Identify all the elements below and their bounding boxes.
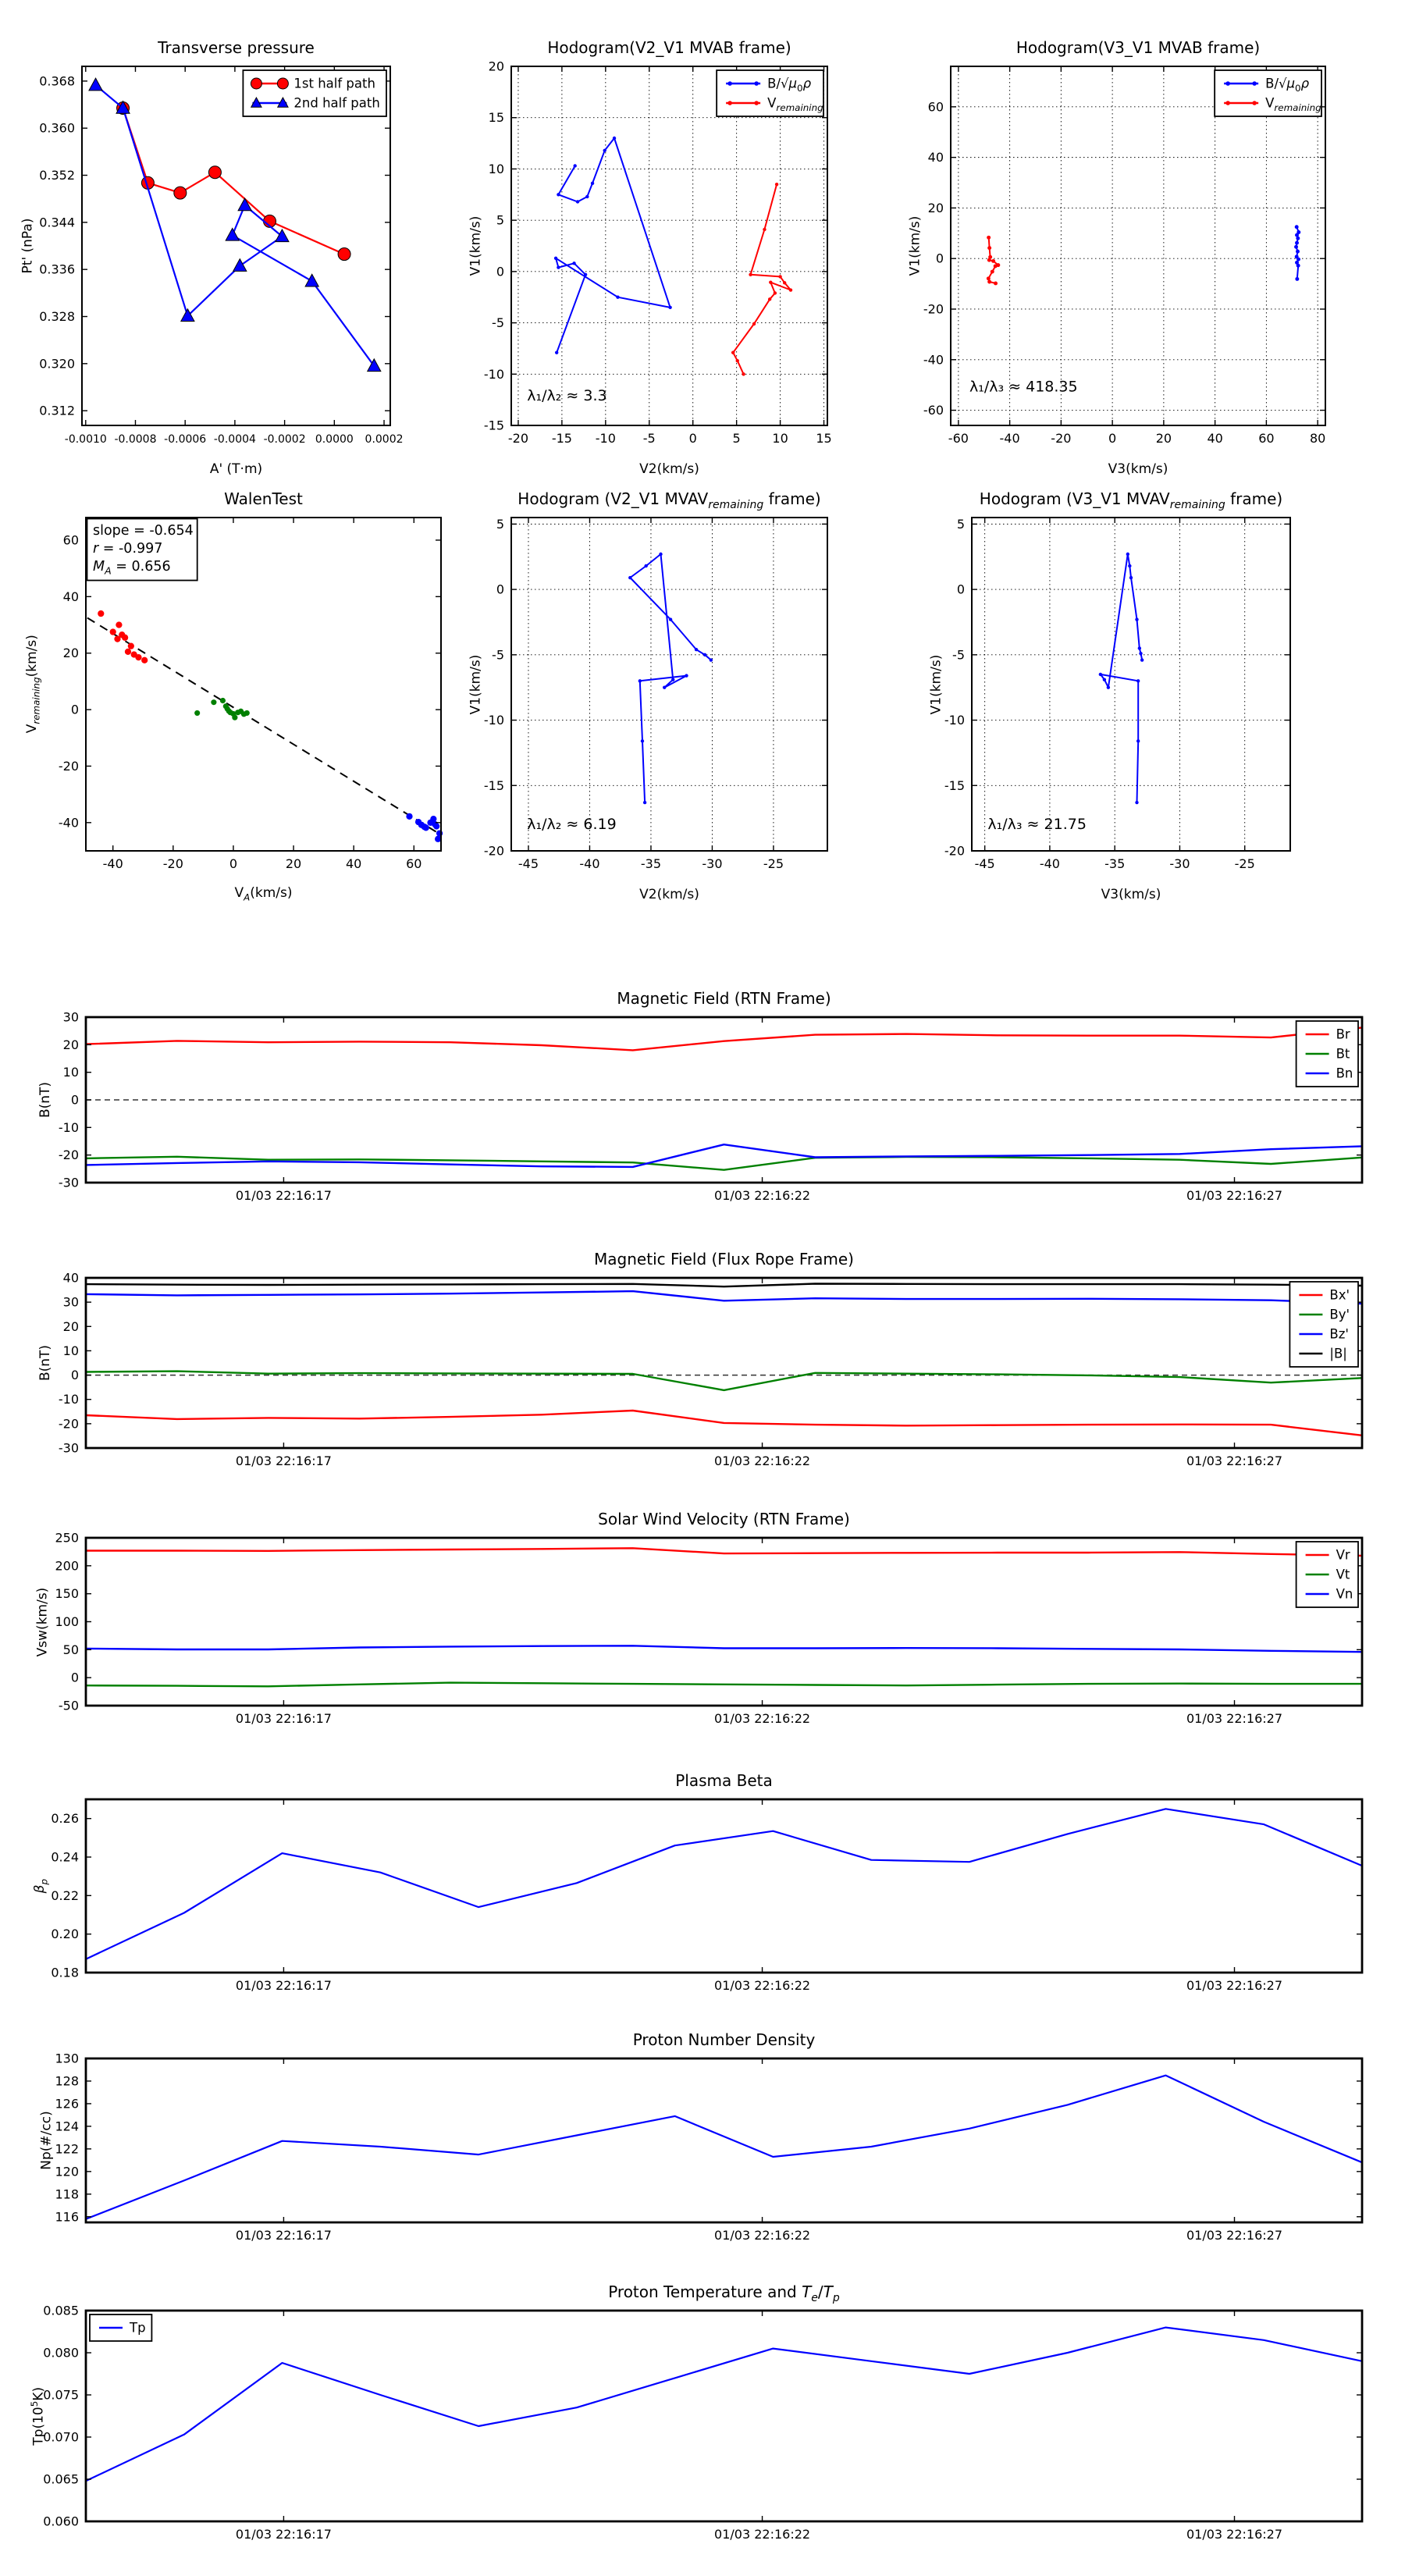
svg-text:-25: -25 <box>1234 856 1255 871</box>
svg-text:-25: -25 <box>763 856 784 871</box>
svg-text:-15: -15 <box>944 777 965 793</box>
walen-test-xlabel: $V_A(km/s)$ <box>234 884 293 902</box>
svg-text:-5: -5 <box>492 315 504 331</box>
svg-text:124: 124 <box>55 2119 79 2134</box>
svg-text:-35: -35 <box>640 856 662 871</box>
proton-temperature-plot <box>43 2303 1362 2542</box>
svg-text:Tp: Tp <box>130 2320 146 2336</box>
svg-text:50: 50 <box>62 1642 79 1657</box>
panel-proton-number-density <box>39 2030 1362 2243</box>
svg-text:40: 40 <box>927 150 944 165</box>
svg-text:By': By' <box>1329 1307 1350 1322</box>
svg-text:200: 200 <box>55 1558 79 1574</box>
svg-text:20: 20 <box>62 1318 79 1334</box>
proton-number-density-plot <box>55 2051 1362 2243</box>
svg-text:-40: -40 <box>58 815 79 831</box>
svg-text:Vn: Vn <box>1336 1586 1353 1602</box>
svg-text:10: 10 <box>62 1343 79 1358</box>
svg-text:122: 122 <box>55 2141 79 2157</box>
transverse-pressure-ylabel: Pt' (nPa) <box>20 218 36 274</box>
svg-text:0.085: 0.085 <box>43 2303 79 2318</box>
svg-text:-0.0002: -0.0002 <box>263 433 306 446</box>
panel-proton-temperature <box>28 2282 1362 2542</box>
svg-text:-15: -15 <box>483 777 504 793</box>
svg-text:20: 20 <box>285 856 302 871</box>
hodogram-v2v1-mvav-plot <box>483 516 827 871</box>
svg-text:10: 10 <box>772 431 788 446</box>
panel-hodogram-v2v1-mvav <box>468 489 827 902</box>
svg-text:01/03 22:16:27: 01/03 22:16:27 <box>1186 1978 1283 1993</box>
svg-text:Vt: Vt <box>1336 1567 1350 1582</box>
hodogram-v3v1-mvab-title: Hodogram(V3_V1 MVAB frame) <box>1016 38 1261 57</box>
svg-text:-10: -10 <box>483 713 504 728</box>
walen-test-plot <box>58 518 441 871</box>
svg-text:-0.0006: -0.0006 <box>164 433 207 446</box>
magnetic-field-flux-rope-plot <box>58 1270 1362 1468</box>
hodogram-v2v1-mvav-ylabel: V1(km/s) <box>468 654 484 714</box>
svg-text:01/03 22:16:27: 01/03 22:16:27 <box>1186 2527 1283 2542</box>
svg-text:0.352: 0.352 <box>39 168 75 183</box>
svg-text:10: 10 <box>488 161 504 176</box>
svg-text:-20: -20 <box>1051 431 1072 446</box>
svg-text:60: 60 <box>1258 431 1275 446</box>
svg-text:0.22: 0.22 <box>51 1888 79 1903</box>
svg-text:Bx': Bx' <box>1329 1287 1350 1303</box>
svg-text:-20: -20 <box>507 431 529 446</box>
svg-text:0: 0 <box>70 1670 79 1685</box>
svg-text:01/03 22:16:22: 01/03 22:16:22 <box>714 1978 811 1993</box>
panel-hodogram-v3v1-mvab <box>907 38 1326 477</box>
svg-text:01/03 22:16:22: 01/03 22:16:22 <box>714 1188 811 1203</box>
svg-text:-10: -10 <box>595 431 616 446</box>
svg-text:120: 120 <box>55 2164 79 2179</box>
walen-test-ylabel: $V_{remaining}(km/s)$ <box>23 635 42 734</box>
plasma-beta-title: Plasma Beta <box>675 1771 773 1790</box>
svg-text:01/03 22:16:22: 01/03 22:16:22 <box>714 1711 811 1726</box>
transverse-pressure-xlabel: A' (T·m) <box>209 461 263 477</box>
svg-text:60: 60 <box>927 99 944 115</box>
plasma-beta-plot <box>51 1799 1362 1993</box>
svg-text:118: 118 <box>55 2186 79 2202</box>
svg-text:01/03 22:16:22: 01/03 22:16:22 <box>714 1453 811 1468</box>
hodogram-v2v1-mvav-title: Hodogram (V2_V1 $MVAV_{remaining}$ frame) <box>518 489 821 511</box>
svg-text:-10: -10 <box>483 366 504 382</box>
svg-text:λ₁/λ₂ ≈ 6.19: λ₁/λ₂ ≈ 6.19 <box>527 816 617 834</box>
hodogram-v3v1-mvav-plot <box>944 516 1290 871</box>
svg-text:-20: -20 <box>923 301 944 317</box>
svg-text:1st half path: 1st half path <box>293 76 375 91</box>
svg-text:0.336: 0.336 <box>39 262 75 277</box>
svg-text:0.0000: 0.0000 <box>315 433 354 446</box>
svg-text:60: 60 <box>406 856 422 871</box>
hodogram-v3v1-mvav-ylabel: V1(km/s) <box>928 654 944 714</box>
svg-text:20: 20 <box>488 59 504 74</box>
hodogram-v2v1-mvab-xlabel: V2(km/s) <box>639 461 699 477</box>
svg-text:r = -0.997: r = -0.997 <box>93 541 163 557</box>
svg-text:0: 0 <box>70 702 79 717</box>
svg-text:-30: -30 <box>1169 856 1190 871</box>
hodogram-v2v1-mvab-title: Hodogram(V2_V1 MVAB frame) <box>547 38 791 57</box>
svg-text:60: 60 <box>62 532 79 548</box>
svg-text:0.24: 0.24 <box>51 1849 79 1865</box>
svg-text:01/03 22:16:17: 01/03 22:16:17 <box>235 1978 332 1993</box>
svg-text:Bt: Bt <box>1336 1046 1350 1062</box>
svg-text:01/03 22:16:22: 01/03 22:16:22 <box>714 2228 811 2243</box>
svg-text:-50: -50 <box>58 1698 79 1713</box>
svg-text:01/03 22:16:17: 01/03 22:16:17 <box>235 1453 332 1468</box>
svg-text:0: 0 <box>935 251 944 266</box>
hodogram-v2v1-mvab-ylabel: V1(km/s) <box>468 215 484 276</box>
panel-plasma-beta <box>31 1771 1362 1993</box>
svg-text:40: 40 <box>345 856 362 871</box>
svg-text:150: 150 <box>55 1586 79 1602</box>
svg-text:-30: -30 <box>702 856 723 871</box>
hodogram-v3v1-mvav-title: Hodogram (V3_V1 $MVAV_{remaining}$ frame) <box>979 489 1283 511</box>
svg-text:-30: -30 <box>58 1175 79 1190</box>
svg-text:0.328: 0.328 <box>39 308 75 324</box>
svg-text:-40: -40 <box>923 352 944 368</box>
svg-text:-45: -45 <box>518 856 539 871</box>
svg-text:-10: -10 <box>58 1119 79 1135</box>
svg-text:B/√μ0ρ: $B/√\mu_0\rho$ <box>1265 76 1310 94</box>
svg-text:Bn: Bn <box>1336 1066 1353 1081</box>
svg-text:01/03 22:16:27: 01/03 22:16:27 <box>1186 1711 1283 1726</box>
svg-text:-20: -20 <box>483 843 504 859</box>
svg-text:0: 0 <box>688 431 697 446</box>
svg-text:116: 116 <box>55 2209 79 2225</box>
proton-number-density-title: Proton Number Density <box>632 2030 816 2049</box>
svg-text:0.360: 0.360 <box>39 120 75 136</box>
proton-number-density-ylabel: Np(#/cc) <box>39 2111 55 2170</box>
svg-text:0.18: 0.18 <box>51 1965 79 1980</box>
magnetic-field-flux-rope-title: Magnetic Field (Flux Rope Frame) <box>594 1250 854 1268</box>
magnetic-field-rtn-plot <box>58 1009 1362 1203</box>
hodogram-v3v1-mvab-plot <box>923 66 1326 446</box>
hodogram-v3v1-mvab-ylabel: V1(km/s) <box>907 215 923 276</box>
svg-text:01/03 22:16:22: 01/03 22:16:22 <box>714 2527 811 2542</box>
svg-text:0.065: 0.065 <box>43 2471 79 2487</box>
svg-text:|B|: |B| <box>1329 1346 1347 1361</box>
svg-text:01/03 22:16:17: 01/03 22:16:17 <box>235 2527 332 2542</box>
svg-text:-45: -45 <box>974 856 995 871</box>
solar-wind-velocity-ylabel: Vsw(km/s) <box>34 1587 50 1656</box>
svg-text:40: 40 <box>1207 431 1223 446</box>
svg-text:-0.0010: -0.0010 <box>64 433 107 446</box>
panel-walen-test <box>23 489 441 902</box>
svg-text:0: 0 <box>496 264 504 279</box>
svg-text:100: 100 <box>55 1614 79 1629</box>
svg-text:-40: -40 <box>102 856 123 871</box>
svg-text:-40: -40 <box>1039 856 1060 871</box>
magnetic-field-flux-rope-ylabel: B(nT) <box>37 1344 53 1382</box>
magnetic-field-rtn-ylabel: B(nT) <box>37 1081 53 1119</box>
svg-text:Vr: Vr <box>1336 1547 1350 1563</box>
svg-text:01/03 22:16:17: 01/03 22:16:17 <box>235 2228 332 2243</box>
svg-text:0: 0 <box>496 582 504 597</box>
hodogram-v2v1-mvab-plot <box>483 59 832 446</box>
svg-text:-5: -5 <box>642 431 656 446</box>
svg-text:130: 130 <box>55 2051 79 2066</box>
svg-text:B/√μ0ρ: $B/√\mu_0\rho$ <box>767 76 812 94</box>
svg-text:128: 128 <box>55 2073 79 2089</box>
panel-transverse-pressure <box>20 38 404 477</box>
svg-text:20: 20 <box>62 646 79 661</box>
svg-text:01/03 22:16:17: 01/03 22:16:17 <box>235 1188 332 1203</box>
svg-text:0.075: 0.075 <box>43 2387 79 2403</box>
svg-text:Vremaining: $V_{remaining}$ <box>767 95 823 113</box>
svg-text:-35: -35 <box>1104 856 1126 871</box>
svg-text:0: 0 <box>70 1368 79 1383</box>
svg-text:-20: -20 <box>58 1147 79 1163</box>
hodogram-v3v1-mvab-xlabel: V3(km/s) <box>1108 461 1168 477</box>
svg-text:-30: -30 <box>58 1440 79 1456</box>
svg-text:-0.0008: -0.0008 <box>114 433 157 446</box>
svg-text:0.26: 0.26 <box>51 1811 79 1827</box>
svg-text:126: 126 <box>55 2096 79 2112</box>
svg-text:40: 40 <box>62 1270 79 1286</box>
svg-text:5: 5 <box>496 212 504 228</box>
svg-text:0.060: 0.060 <box>43 2514 79 2529</box>
svg-text:20: 20 <box>927 200 944 215</box>
svg-text:λ₁/λ₃ ≈ 418.35: λ₁/λ₃ ≈ 418.35 <box>969 378 1078 396</box>
svg-text:Bz': Bz' <box>1329 1326 1349 1342</box>
svg-text:30: 30 <box>62 1294 79 1310</box>
panel-solar-wind-velocity <box>34 1510 1362 1726</box>
hodogram-v3v1-mvav-xlabel: V3(km/s) <box>1101 887 1161 902</box>
svg-text:0: 0 <box>956 582 965 597</box>
svg-text:0.080: 0.080 <box>43 2345 79 2361</box>
svg-text:-40: -40 <box>579 856 600 871</box>
svg-text:Vremaining: $V_{remaining}$ <box>1265 95 1321 113</box>
svg-text:10: 10 <box>62 1065 79 1080</box>
svg-text:0.0002: 0.0002 <box>365 433 404 446</box>
svg-text:5: 5 <box>496 516 504 532</box>
svg-text:MA = 0.656: $M_A = 0.656$ <box>93 559 171 577</box>
plasma-beta-ylabel: $\beta_p$ <box>31 1878 50 1894</box>
transverse-pressure-title: Transverse pressure <box>158 38 315 57</box>
svg-text:0: 0 <box>70 1092 79 1108</box>
svg-text:40: 40 <box>62 589 79 604</box>
svg-text:-10: -10 <box>944 713 965 728</box>
svg-text:-20: -20 <box>162 856 183 871</box>
magnetic-field-rtn-title: Magnetic Field (RTN Frame) <box>617 989 831 1008</box>
svg-text:-5: -5 <box>492 647 504 663</box>
svg-text:80: 80 <box>1309 431 1326 446</box>
svg-text:Br: Br <box>1336 1026 1350 1042</box>
proton-temperature-title: Proton Temperature and $T_e/T_p$ <box>608 2282 840 2304</box>
walen-test-title: WalenTest <box>224 489 303 508</box>
svg-text:0.20: 0.20 <box>51 1927 79 1942</box>
svg-text:0.368: 0.368 <box>39 73 75 89</box>
svg-text:15: 15 <box>488 110 504 126</box>
svg-text:-0.0004: -0.0004 <box>213 433 256 446</box>
svg-text:01/03 22:16:27: 01/03 22:16:27 <box>1186 2228 1283 2243</box>
svg-text:0.312: 0.312 <box>39 403 75 418</box>
svg-text:-60: -60 <box>923 403 944 418</box>
svg-text:slope = -0.654: slope = -0.654 <box>93 523 194 539</box>
svg-text:5: 5 <box>956 516 965 532</box>
panel-hodogram-v3v1-mvav <box>928 489 1290 902</box>
svg-text:-20: -20 <box>58 758 79 774</box>
svg-text:15: 15 <box>816 431 832 446</box>
svg-text:-5: -5 <box>952 647 965 663</box>
svg-text:-60: -60 <box>948 431 969 446</box>
solar-wind-velocity-title: Solar Wind Velocity (RTN Frame) <box>598 1510 850 1528</box>
svg-text:01/03 22:16:17: 01/03 22:16:17 <box>235 1711 332 1726</box>
svg-text:0.320: 0.320 <box>39 356 75 372</box>
panel-hodogram-v2v1-mvab <box>468 38 832 477</box>
svg-text:-40: -40 <box>999 431 1020 446</box>
svg-text:5: 5 <box>732 431 741 446</box>
svg-text:20: 20 <box>62 1037 79 1052</box>
panel-magnetic-field-flux-rope <box>37 1250 1362 1468</box>
svg-text:0.070: 0.070 <box>43 2429 79 2445</box>
svg-text:-15: -15 <box>483 418 504 433</box>
svg-text:-20: -20 <box>58 1416 79 1432</box>
transverse-pressure-plot <box>39 66 404 446</box>
svg-text:0: 0 <box>1108 431 1117 446</box>
hodogram-v2v1-mvav-xlabel: V2(km/s) <box>639 887 699 902</box>
svg-text:01/03 22:16:27: 01/03 22:16:27 <box>1186 1188 1283 1203</box>
svg-text:λ₁/λ₃ ≈ 21.75: λ₁/λ₃ ≈ 21.75 <box>987 816 1087 834</box>
svg-text:-15: -15 <box>551 431 572 446</box>
svg-text:λ₁/λ₂ ≈ 3.3: λ₁/λ₂ ≈ 3.3 <box>527 386 607 404</box>
solar-wind-velocity-plot <box>55 1530 1362 1726</box>
panel-magnetic-field-rtn <box>37 989 1362 1203</box>
svg-text:0.344: 0.344 <box>39 215 75 230</box>
svg-text:250: 250 <box>55 1530 79 1546</box>
proton-temperature-ylabel: $Tp(10^5K)$ <box>28 2386 47 2446</box>
svg-text:2nd half path: 2nd half path <box>293 95 380 111</box>
svg-text:30: 30 <box>62 1009 79 1025</box>
svg-text:01/03 22:16:27: 01/03 22:16:27 <box>1186 1453 1283 1468</box>
svg-text:-10: -10 <box>58 1392 79 1407</box>
svg-text:20: 20 <box>1155 431 1172 446</box>
svg-text:0: 0 <box>229 856 238 871</box>
svg-text:-20: -20 <box>944 843 965 859</box>
